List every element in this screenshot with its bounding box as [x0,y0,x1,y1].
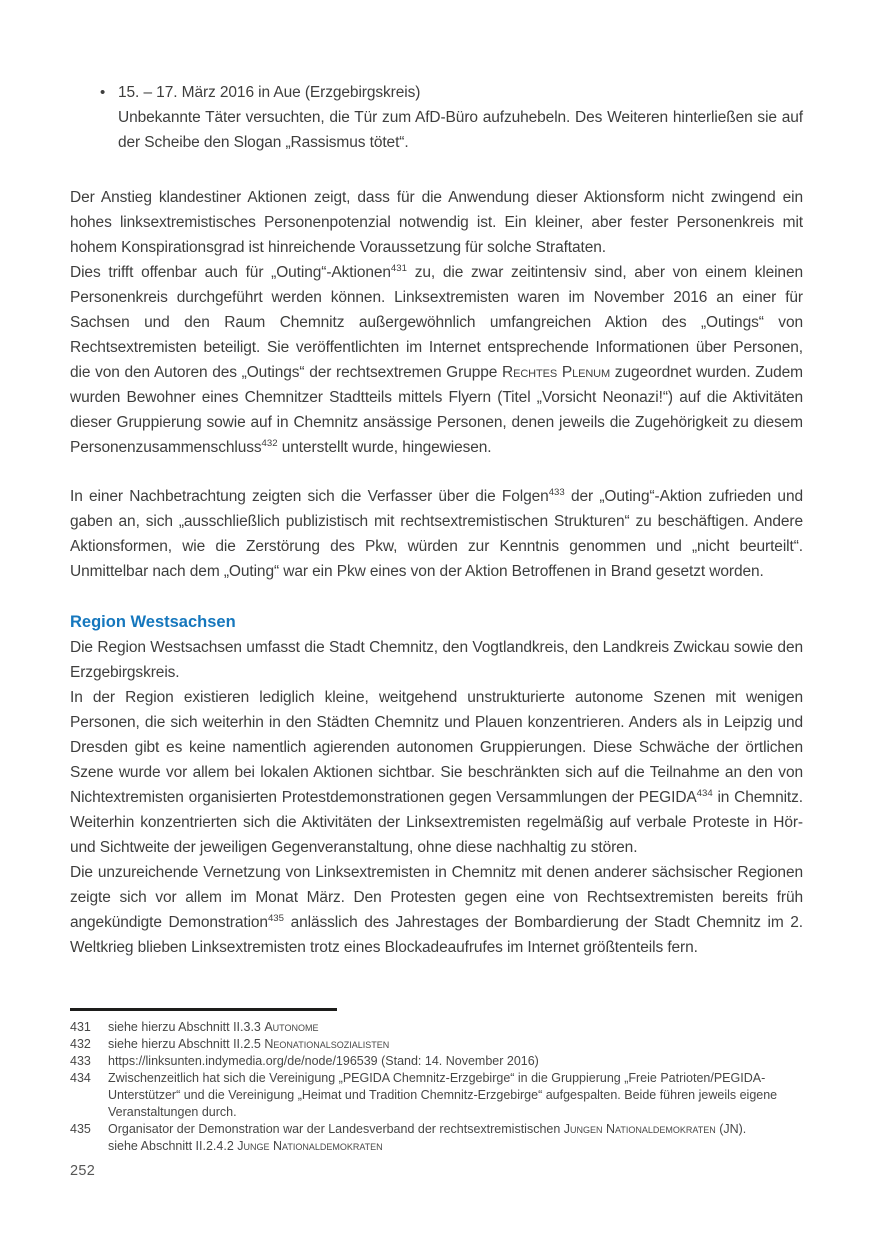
paragraph: In der Region existieren lediglich kleine, weitgehend unstrukturierte autonome Szenen mit wenigen Personen, die sich weiterhin in den Städten Chemnitz und Plauen konzentrieren. Anders als in Leipzig und Dresden gibt es keine namentlich agierenden autonomen Gruppierungen. Diese Schwäche der örtlichen Szene wurde vor allem bei lokalen Aktionen sichtbar. Sie beschränkten sich auf die Teilnahme an den von Nichtextremisten organisierten Protestdemonstrationen gegen Versammlungen der PEGIDA$^{434}$ in Chemnitz. Weiterhin konzentrierten sich die Aktivitäten der Linksextremisten regelmäßig auf verbale Proteste in Hör- und Sichtweite der jeweiligen Gegenveranstaltung, ohne diese nachhaltig zu stören. [70,689,803,856]
paragraph: Dies trifft offenbar auch für „Outing“-Aktionen$^{431}$ zu, die zwar zeitintensiv sind, aber von einem kleinen Personenkreis durchgeführt werden können. Linksextremisten waren im November 2016 an einer für Sachsen und den Raum Chemnitz außergewöhnlich umfangreichen Aktion des „Outings“ von Rechtsextremisten beteiligt. Sie veröffentlichten im Internet entsprechende Informationen über Personen, die von den Autoren des „Outings“ der rechtsextremen Gruppe Rechtes Plenum zugeordnet wurden. Zudem wurden Bewohner eines Chemnitzer Stadtteils mittels Flyern (Titel „Vorsicht Neonazi!“) auf die Aktivitäten dieser Gruppierung sowie auf in Chemnitz ansässige Personen, denen jeweils die Zugehörigkeit zu diesem Personenzusammenschluss$^{432}$ unterstellt wurde, hingewiesen. [70,262,803,456]
incident-title: 15. – 17. März 2016 in Aue (Erzgebirgskreis) [118,84,421,101]
footnote-number: 434 [70,1071,91,1085]
footnote [70,1036,803,1053]
paragraph: In einer Nachbetrachtung zeigten sich die Verfasser über die Folgen$^{433}$ der „Outing“-Aktion zufrieden und gaben an, sich „ausschließlich publizistisch mit rechtsextremistischen Strukturen“ zu beschäftigen. Andere Aktionsformen, wie die Zerstörung des Pkw, würden zur Kenntnis genommen und „nicht beurteilt“. Unmittelbar nach dem „Outing“ war ein Pkw eines von der Aktion Betroffenen in Brand gesetzt worden. [70,486,803,580]
section-heading: Region Westsachsen [70,613,236,631]
page-content [70,80,803,960]
footnote-divider [70,1008,337,1011]
footnote [70,1070,803,1121]
footnote [70,1053,803,1070]
footnote-text: Organisator der Demonstration war der Landesverband der rechtsextremistischen Jungen Nationaldemokraten (JN). siehe Abschnitt II.2.4.2 Junge Nationaldemokraten [108,1122,747,1153]
page-number: 252 [70,1163,96,1179]
bullet-icon: • [100,84,106,101]
footnote-text: siehe hierzu Abschnitt II.3.3 Autonome [108,1020,319,1034]
paragraph: Der Anstieg klandestiner Aktionen zeigt, dass für die Anwendung dieser Aktionsform nicht zwingend ein hohes linksextremistisches Personenpotenzial notwendig ist. Ein kleiner, aber fester Personenkreis mit hohem Konspirationsgrad ist hinreichende Voraussetzung für solche Straftaten. [70,189,803,256]
footnote-text: https://linksunten.indymedia.org/de/node/196539 (Stand: 14. November 2016) [108,1054,539,1068]
footnote-text: siehe hierzu Abschnitt II.2.5 Neonationalsozialisten [108,1037,390,1051]
paragraph: Die unzureichende Vernetzung von Linksextremisten in Chemnitz mit denen anderer sächsischer Regionen zeigte sich vor allem im Monat März. Den Protesten gegen eine von Rechtsextremisten bereits früh angekündigte Demonstration$^{435}$ anlässlich des Jahrestages der Bombardierung der Stadt Chemnitz im 2. Weltkrieg blieben Linksextremisten trotz eines Blockadeaufrufes im Internet größtenteils fern. [70,864,803,956]
footnote-number: 435 [70,1122,91,1136]
footnote-number: 433 [70,1054,91,1068]
incident-body: Unbekannte Täter versuchten, die Tür zum AfD-Büro aufzuhebeln. Des Weiteren hinterließen sie auf der Scheibe den Slogan „Rassismus tötet“. [118,109,803,151]
footnote-number: 431 [70,1020,91,1034]
footnote [70,1019,803,1036]
footnotes-section [70,1008,803,1155]
footnote [70,1121,803,1155]
list-item [70,80,803,155]
paragraph: Die Region Westsachsen umfasst die Stadt Chemnitz, den Vogtlandkreis, den Landkreis Zwickau sowie den Erzgebirgskreis. [70,639,803,681]
footnote-text: Zwischenzeitlich hat sich die Vereinigung „PEGIDA Chemnitz-Erzgebirge“ in die Gruppierung „Freie Patrioten/PEGIDA-Unterstützer“ und die Vereinigung „Heimat und Tradition Chemnitz-Erzgebirge“ aufgespalten. Beide führen jeweils eigene Veranstaltungen durch. [108,1071,778,1119]
incident-list [70,80,803,155]
footnote-number: 432 [70,1037,91,1051]
